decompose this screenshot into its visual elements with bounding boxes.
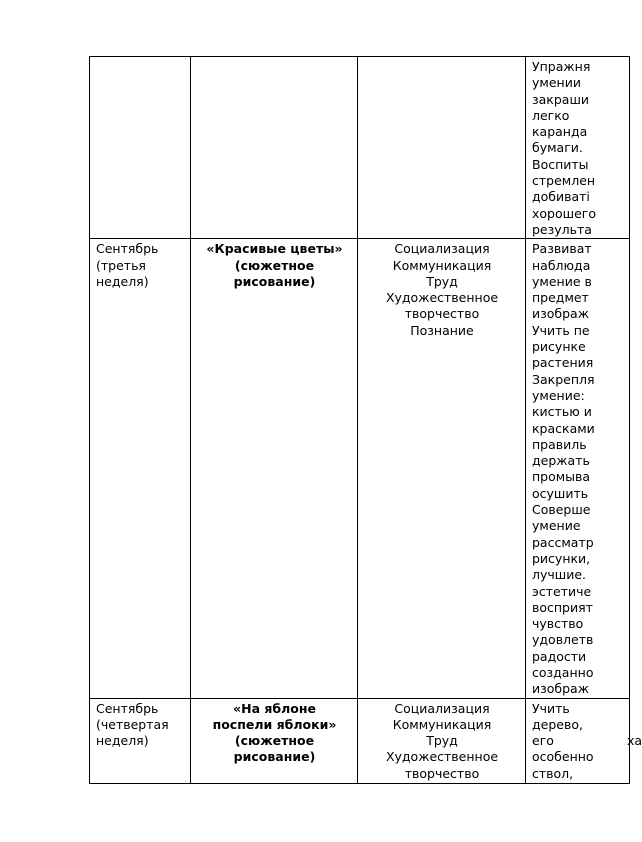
topic-cell [191,57,358,239]
goals-cell [526,239,630,698]
goals-line: дерево, [532,716,583,732]
goals-line: Упражня [532,59,591,74]
goals-line: умение в [532,273,592,289]
goals-line: красками [532,420,595,436]
areas-line: Художественное [385,749,499,765]
goals-line: удовлетв [532,632,594,648]
goals-line: растения [532,355,594,371]
goals-line: наблюда [532,257,591,273]
month-cell [90,698,191,783]
topic-line: рисование) [233,749,316,765]
topic-line: рисование) [233,273,316,289]
areas-line: Социализация [394,241,490,257]
goals-line: Развиват [532,241,592,257]
goals-line: радости [532,648,587,664]
month-line: Сентябрь [96,241,159,257]
goals-line: изображ [532,681,589,697]
goals-line: рассматр [532,534,594,550]
goals-line: ствол, [532,765,574,781]
goals-line: легко [532,107,570,123]
lesson-plan-table [89,56,642,784]
topic-line: поспели яблоки» [212,716,337,732]
month-cell [90,239,191,698]
goals-line: Соверше [532,502,591,518]
month-cell [90,57,191,239]
goals-line: результа [532,221,592,237]
goals-line: промыва [532,469,591,485]
areas-line: Коммуникация [392,257,492,273]
goals-line: рисунке [532,339,586,355]
areas-line: Труд [426,733,458,749]
goals-line: стремлен [532,173,596,189]
areas-line: творчество [404,306,480,322]
goals-line: изображ [532,306,589,322]
goals-line: правиль [532,436,587,452]
goals-line: его ха [532,733,642,749]
goals-line: добиватi [532,189,590,205]
topic-cell [191,239,358,698]
goals-line: восприят [532,599,593,615]
topic-line: «На яблоне [233,700,316,716]
goals-line: бумаги. [532,140,583,156]
goals-line: предмет [532,290,589,306]
topic-line: «Красивые цветы» [206,241,343,257]
month-line: неделя) [96,273,149,289]
areas-line: Художественное [385,290,499,306]
topic-line: (сюжетное [234,733,315,749]
goals-line: закраши [532,91,590,107]
topic-cell [191,698,358,783]
goals-line: умение: [532,387,585,403]
month-line: Сентябрь [96,700,159,716]
goals-cell [526,57,630,239]
goals-line: держать [532,453,590,469]
areas-cell [358,239,526,698]
goals-line: чувство [532,616,584,632]
goals-line: каранда [532,124,588,140]
goals-line: особенно [532,749,594,765]
goals-line: умение [532,518,581,534]
month-line: (третья [96,257,146,273]
areas-cell [358,57,526,239]
goals-line: хорошего [532,205,596,221]
table-row [90,57,630,239]
table-row [90,698,630,783]
goals-cell [526,698,642,783]
areas-line: творчество [404,765,480,781]
goals-line: эстетиче [532,583,592,599]
goals-line: Закрепля [532,371,595,387]
topic-line: (сюжетное [234,257,315,273]
table-row [90,239,630,698]
goals-line: Учить пе [532,322,590,338]
goals-line: Учить [532,700,570,716]
areas-line: Труд [426,273,458,289]
areas-line: Коммуникация [392,716,492,732]
goals-line: созданно [532,664,594,680]
areas-cell [358,698,526,783]
goals-line: осушить [532,485,589,501]
goals-line: рисунки, [532,550,591,566]
areas-line: Познание [410,322,474,338]
goals-line: лучшие. [532,567,586,583]
goals-line: кистью и [532,404,592,420]
goals-line: умении [532,75,581,91]
goals-line: Воспиты [532,156,589,172]
month-line: (четвертая [96,716,169,732]
month-line: неделя) [96,733,149,749]
areas-line: Социализация [394,700,490,716]
